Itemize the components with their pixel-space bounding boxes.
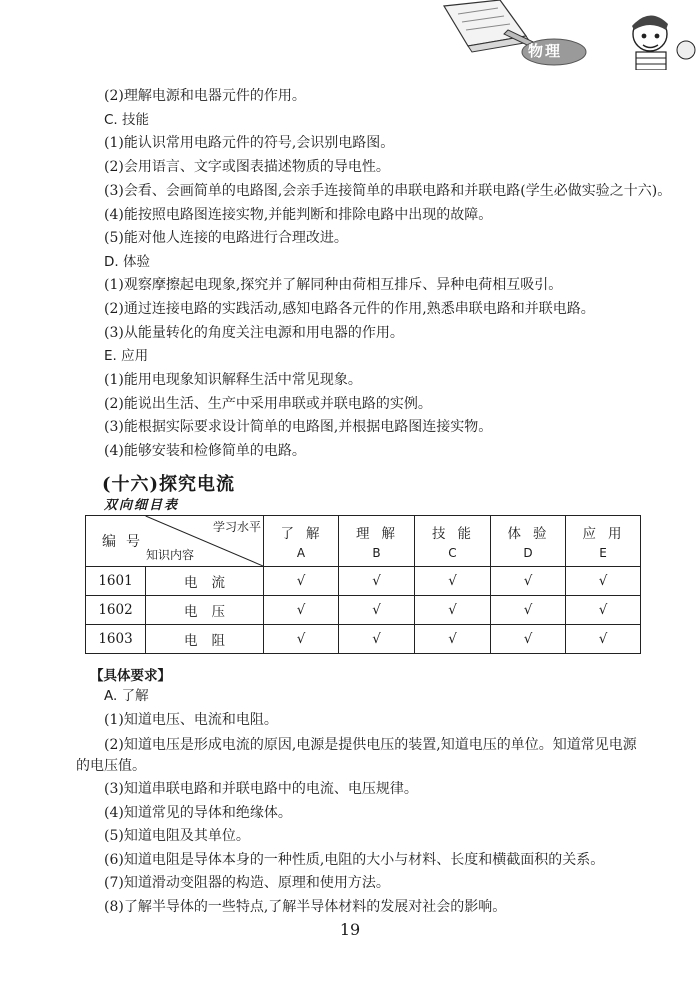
text-line: (3)从能量转化的角度关注电源和用电器的作用。 bbox=[104, 325, 404, 341]
level-code: C bbox=[448, 546, 457, 560]
book-illustration-icon bbox=[438, 0, 700, 70]
check-mark: √ bbox=[264, 567, 339, 596]
text-line: (8)了解半导体的一些特点,了解半导体材料的发展对社会的影响。 bbox=[104, 899, 507, 915]
row-code: 1602 bbox=[86, 596, 146, 625]
content-header: 知识内容 bbox=[146, 548, 195, 562]
check-mark: √ bbox=[566, 567, 641, 596]
subject-label: 物理 bbox=[528, 42, 563, 60]
row-item-name: 电流 bbox=[184, 575, 239, 591]
check-mark: √ bbox=[339, 567, 415, 596]
table-row bbox=[86, 567, 641, 596]
table-caption: 双向细目表 bbox=[104, 498, 180, 513]
level-header: 学习水平 bbox=[212, 520, 261, 534]
level-name: 技能 bbox=[432, 526, 483, 542]
subsection-heading: D. 体验 bbox=[104, 254, 150, 270]
text-line: (2)能说出生活、生产中采用串联或并联电路的实例。 bbox=[104, 396, 432, 412]
text-line: (5)知道电阻及其单位。 bbox=[104, 828, 250, 844]
text-line: (2)理解电源和电器元件的作用。 bbox=[104, 88, 306, 104]
text-line: (1)能用电现象知识解释生活中常见现象。 bbox=[104, 372, 362, 388]
level-header-cell bbox=[264, 516, 339, 567]
subsection-heading: E. 应用 bbox=[104, 348, 149, 364]
level-code: E bbox=[599, 546, 607, 560]
page-number: 19 bbox=[339, 920, 361, 939]
text-line: (1)能认识常用电路元件的符号,会识别电路图。 bbox=[104, 135, 395, 151]
level-code: B bbox=[372, 546, 381, 560]
section-title: (十六)探究电流 bbox=[102, 474, 236, 495]
row-code: 1601 bbox=[86, 567, 146, 596]
check-mark: √ bbox=[566, 596, 641, 625]
check-mark: √ bbox=[264, 625, 339, 654]
code-header: 编号 bbox=[102, 534, 150, 550]
text-line: (1)知道电压、电流和电阻。 bbox=[104, 712, 278, 728]
text-line: (6)知道电阻是导体本身的一种性质,电阻的大小与材料、长度和横截面积的关系。 bbox=[104, 852, 605, 868]
row-item bbox=[146, 567, 264, 596]
table-row bbox=[86, 625, 641, 654]
level-name: 体验 bbox=[507, 526, 559, 542]
check-mark: √ bbox=[415, 625, 491, 654]
level-name: 理解 bbox=[356, 526, 407, 542]
check-mark: √ bbox=[566, 625, 641, 654]
check-mark: √ bbox=[339, 596, 415, 625]
text-line: (2)通过连接电路的实践活动,感知电路各元件的作用,熟悉串联电路和并联电路。 bbox=[104, 301, 595, 317]
text-line: (7)知道滑动变阻器的构造、原理和使用方法。 bbox=[104, 875, 390, 891]
text-line: (4)能够安装和检修简单的电路。 bbox=[104, 443, 306, 459]
level-name: 了解 bbox=[280, 526, 332, 542]
diagonal-header-cell bbox=[86, 516, 264, 567]
subsection-heading: C. 技能 bbox=[104, 112, 150, 128]
row-item-name: 电阻 bbox=[184, 633, 239, 649]
subsection-heading: A. 了解 bbox=[104, 688, 149, 704]
level-header-cell bbox=[491, 516, 566, 567]
requirements-label: 【具体要求】 bbox=[90, 668, 171, 684]
text-line: (1)观察摩擦起电现象,探究并了解同种由荷相互排斥、异种电荷相互吸引。 bbox=[104, 277, 563, 293]
check-mark: √ bbox=[415, 596, 491, 625]
text-line: (3)会看、会画简单的电路图,会亲手连接简单的串联电路和并联电路(学生必做实验之十六)。 bbox=[104, 183, 672, 199]
text-line: (5)能对他人连接的电路进行合理改进。 bbox=[104, 230, 348, 246]
level-header-cell bbox=[339, 516, 415, 567]
check-mark: √ bbox=[491, 596, 566, 625]
text-line: 的电压值。 bbox=[76, 758, 146, 774]
level-header-cell bbox=[415, 516, 491, 567]
check-mark: √ bbox=[491, 625, 566, 654]
table-row bbox=[86, 596, 641, 625]
text-line: (4)能按照电路图连接实物,并能判断和排除电路中出现的故障。 bbox=[104, 207, 493, 223]
text-line: (3)知道串联电路和并联电路中的电流、电压规律。 bbox=[104, 781, 418, 797]
specification-table bbox=[85, 515, 641, 654]
level-name: 应用 bbox=[582, 526, 634, 542]
row-item bbox=[146, 625, 264, 654]
check-mark: √ bbox=[339, 625, 415, 654]
check-mark: √ bbox=[491, 567, 566, 596]
check-mark: √ bbox=[415, 567, 491, 596]
row-code: 1603 bbox=[86, 625, 146, 654]
row-item-name: 电压 bbox=[184, 604, 239, 620]
text-line: (2)知道电压是形成电流的原因,电源是提供电压的装置,知道电压的单位。知道常见电源 bbox=[104, 737, 637, 753]
level-code: D bbox=[523, 546, 533, 560]
text-line: (3)能根据实际要求设计简单的电路图,并根据电路图连接实物。 bbox=[104, 419, 493, 435]
text-line: (2)会用语言、文字或图表描述物质的导电性。 bbox=[104, 159, 390, 175]
check-mark: √ bbox=[264, 596, 339, 625]
level-header-cell bbox=[566, 516, 641, 567]
level-code: A bbox=[296, 546, 306, 560]
text-line: (4)知道常见的导体和绝缘体。 bbox=[104, 805, 292, 821]
row-item bbox=[146, 596, 264, 625]
table-header-row bbox=[86, 516, 641, 567]
